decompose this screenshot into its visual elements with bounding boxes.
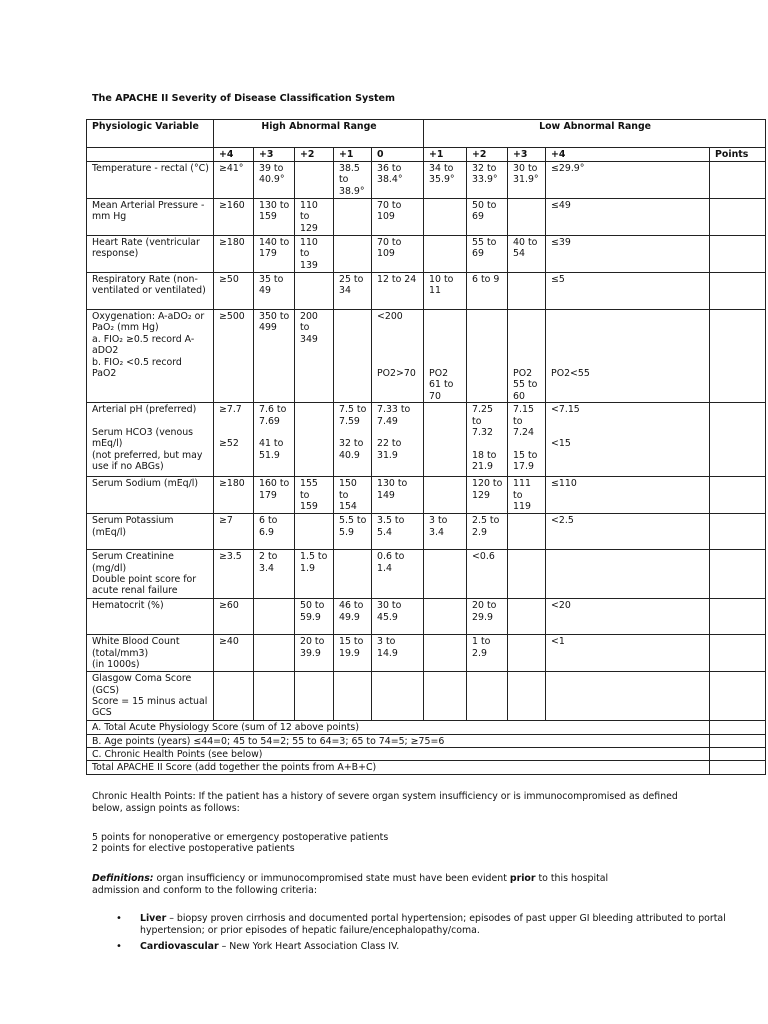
score-header-cell: +2 [295, 148, 334, 162]
summary-row [87, 748, 766, 761]
score-range-cell: <20 [546, 599, 710, 635]
score-range-cell: 12 to 24 [372, 273, 424, 310]
score-range-cell [424, 236, 467, 273]
score-range-cell [254, 599, 295, 635]
score-range-cell [334, 236, 372, 273]
summary-row [87, 761, 766, 774]
points-line-nonoperative: 5 points for nonoperative or emergency postoperative patients [92, 832, 389, 843]
table-row-heart-rate [87, 236, 766, 273]
score-range-cell: 7.5 to 7.59 32 to 40.9 [334, 403, 372, 477]
score-range-cell: ≤5 [546, 273, 710, 310]
score-range-cell: 7.33 to 7.49 22 to 31.9 [372, 403, 424, 477]
score-range-cell: 160 to 179 [254, 477, 295, 514]
score-range-cell [254, 672, 295, 721]
table-row-hematocrit [87, 599, 766, 635]
score-range-cell: 40 to 54 [508, 236, 546, 273]
variable-name-cell: Mean Arterial Pressure - mm Hg [87, 199, 214, 236]
score-header-cell: +3 [254, 148, 295, 162]
variable-name-cell: Serum Creatinine (mg/dl) Double point score for acute renal failure [87, 550, 214, 599]
score-range-cell: <0.6 [467, 550, 508, 599]
score-range-cell: 120 to 129 [467, 477, 508, 514]
score-range-cell: 110 to 129 [295, 199, 334, 236]
bullet-icon: • [116, 913, 122, 924]
score-range-cell [334, 672, 372, 721]
score-range-cell: 130 to 149 [372, 477, 424, 514]
score-range-cell: 130 to 159 [254, 199, 295, 236]
table-row-white-blood-count [87, 635, 766, 672]
score-range-cell: 5.5 to 5.9 [334, 514, 372, 550]
summary-row [87, 721, 766, 734]
score-range-cell: 30 to 45.9 [372, 599, 424, 635]
table-row-glasgow-coma-score [87, 672, 766, 721]
points-cell [710, 550, 766, 599]
score-range-cell: 350 to 499 [254, 310, 295, 403]
table-row-mean-arterial-pressure [87, 199, 766, 236]
points-cell [710, 310, 766, 403]
score-range-cell: 15 to 19.9 [334, 635, 372, 672]
score-range-cell: ≤29.9° [546, 162, 710, 199]
score-range-cell: ≥500 [214, 310, 254, 403]
score-range-cell [508, 273, 546, 310]
score-range-cell [295, 672, 334, 721]
document-title: The APACHE II Severity of Disease Classification System [92, 93, 396, 104]
score-range-cell: 111 to 119 [508, 477, 546, 514]
variable-name-cell: Heart Rate (ventricular response) [87, 236, 214, 273]
criteria-text: – New York Heart Association Class IV. [218, 941, 400, 952]
score-range-cell: 200 to 349 [295, 310, 334, 403]
score-range-cell [546, 672, 710, 721]
points-cell [710, 477, 766, 514]
score-range-cell [508, 550, 546, 599]
score-range-cell: 155 to 159 [295, 477, 334, 514]
score-header-cell: 0 [372, 148, 424, 162]
score-range-cell [334, 199, 372, 236]
score-range-cell: ≥7 [214, 514, 254, 550]
score-range-cell [295, 273, 334, 310]
table-row-oxygenation [87, 310, 766, 403]
criteria-item-cardiovascular [92, 941, 752, 953]
score-range-cell [254, 635, 295, 672]
score-range-cell: 20 to 39.9 [295, 635, 334, 672]
table-row-temperature [87, 162, 766, 199]
score-range-cell [424, 403, 467, 477]
score-range-cell: ≥160 [214, 199, 254, 236]
criteria-label: Liver [140, 913, 167, 924]
score-range-cell: 3.5 to 5.4 [372, 514, 424, 550]
score-range-cell: 30 to 31.9° [508, 162, 546, 199]
score-range-cell: 10 to 11 [424, 273, 467, 310]
points-cell [710, 199, 766, 236]
definitions-text-after: to this hospital admission and conform to the following criteria: [92, 873, 609, 896]
summary-row [87, 734, 766, 747]
points-cell [710, 273, 766, 310]
score-range-cell: ≥50 [214, 273, 254, 310]
apache-score-table [86, 119, 766, 775]
score-range-cell: 20 to 29.9 [467, 599, 508, 635]
score-range-cell: 7.25 to 7.32 18 to 21.9 [467, 403, 508, 477]
score-range-cell: <2.5 [546, 514, 710, 550]
score-range-cell [295, 403, 334, 477]
score-range-cell [334, 310, 372, 403]
variable-name-cell: White Blood Count (total/mm3) (in 1000s) [87, 635, 214, 672]
score-range-cell: <200 PO2>70 [372, 310, 424, 403]
points-cell [710, 403, 766, 477]
score-range-cell [508, 635, 546, 672]
score-range-cell: ≥180 [214, 236, 254, 273]
header-points: Points [710, 148, 766, 162]
variable-name-cell: Serum Potassium (mEq/l) [87, 514, 214, 550]
criteria-text: – biopsy proven cirrhosis and documented portal hypertension; episodes of past upper GI bleeding attributed to portal hypertension; or prior episodes of hepatic failure/encephalopathy/coma. [140, 913, 726, 936]
score-range-cell: 36 to 38.4° [372, 162, 424, 199]
summary-label: C. Chronic Health Points (see below) [87, 748, 710, 761]
score-range-cell [424, 635, 467, 672]
summary-points-cell [710, 748, 766, 761]
score-range-cell [424, 550, 467, 599]
score-range-cell: 46 to 49.9 [334, 599, 372, 635]
score-range-cell: 70 to 109 [372, 199, 424, 236]
score-range-cell: 2.5 to 2.9 [467, 514, 508, 550]
points-cell [710, 635, 766, 672]
score-range-cell: 150 to 154 [334, 477, 372, 514]
score-range-cell: PO2 55 to 60 [508, 310, 546, 403]
score-header-cell: +3 [508, 148, 546, 162]
score-range-cell [467, 310, 508, 403]
score-range-cell: 110 to 139 [295, 236, 334, 273]
points-line-elective: 2 points for elective postoperative patients [92, 843, 295, 854]
score-range-cell: ≤49 [546, 199, 710, 236]
score-range-cell: 38.5 to 38.9° [334, 162, 372, 199]
score-range-cell: 50 to 69 [467, 199, 508, 236]
summary-points-cell [710, 734, 766, 747]
points-cell [710, 236, 766, 273]
summary-label: A. Total Acute Physiology Score (sum of 12 above points) [87, 721, 710, 734]
score-range-cell: 7.15 to 7.24 15 to 17.9 [508, 403, 546, 477]
table-header-row [87, 120, 766, 148]
score-range-cell [508, 672, 546, 721]
score-range-cell: ≥41° [214, 162, 254, 199]
score-range-cell: 50 to 59.9 [295, 599, 334, 635]
header-high-range: High Abnormal Range [214, 120, 424, 148]
score-range-cell: ≥7.7 ≥52 [214, 403, 254, 477]
score-range-cell: 70 to 109 [372, 236, 424, 273]
score-range-cell: 32 to 33.9° [467, 162, 508, 199]
score-range-cell: 3 to 14.9 [372, 635, 424, 672]
score-range-cell [295, 162, 334, 199]
header-variable: Physiologic Variable [87, 120, 214, 148]
score-header-row [87, 148, 766, 162]
score-range-cell [467, 672, 508, 721]
score-range-cell: 25 to 34 [334, 273, 372, 310]
score-range-cell [424, 672, 467, 721]
score-range-cell: 3 to 3.4 [424, 514, 467, 550]
score-range-cell: ≤110 [546, 477, 710, 514]
points-cell [710, 162, 766, 199]
variable-name-cell: Glasgow Coma Score (GCS) Score = 15 minus actual GCS [87, 672, 214, 721]
score-range-cell: <1 [546, 635, 710, 672]
variable-name-cell: Hematocrit (%) [87, 599, 214, 635]
variable-name-cell: Serum Sodium (mEq/l) [87, 477, 214, 514]
score-range-cell [508, 199, 546, 236]
score-range-cell: PO2 61 to 70 [424, 310, 467, 403]
score-header-cell: +2 [467, 148, 508, 162]
criteria-item-liver [92, 913, 752, 936]
score-range-cell: 6 to 9 [467, 273, 508, 310]
variable-name-cell: Oxygenation: A-aDO₂ or PaO₂ (mm Hg) a. FIO₂ ≥0.5 record A-aDO2 b. FIO₂ <0.5 record PaO2 [87, 310, 214, 403]
score-range-cell: ≤39 [546, 236, 710, 273]
definitions-text-before: organ insufficiency or immunocompromised state must have been evident [153, 873, 510, 884]
score-range-cell: ≥60 [214, 599, 254, 635]
score-range-cell [372, 672, 424, 721]
score-range-cell: 6 to 6.9 [254, 514, 295, 550]
table-row-serum-sodium [87, 477, 766, 514]
score-range-cell: 55 to 69 [467, 236, 508, 273]
definitions-label: Definitions: [92, 873, 154, 884]
table-row-arterial-ph-hco3 [87, 403, 766, 477]
score-range-cell: 0.6 to 1.4 [372, 550, 424, 599]
variable-name-cell: Arterial pH (preferred) Serum HCO3 (venous mEq/l) (not preferred, but may use if no ABGs) [87, 403, 214, 477]
score-range-cell [546, 550, 710, 599]
summary-label: Total APACHE II Score (add together the points from A+B+C) [87, 761, 710, 774]
score-range-cell: ≥180 [214, 477, 254, 514]
bullet-icon: • [116, 941, 122, 952]
variable-name-cell: Respiratory Rate (non-ventilated or ventilated) [87, 273, 214, 310]
definitions-paragraph [92, 873, 652, 896]
score-header-blank [87, 148, 214, 162]
score-range-cell: <7.15 <15 [546, 403, 710, 477]
points-cell [710, 514, 766, 550]
summary-points-cell [710, 721, 766, 734]
score-range-cell: 140 to 179 [254, 236, 295, 273]
summary-points-cell [710, 761, 766, 774]
score-range-cell: ≥3.5 [214, 550, 254, 599]
criteria-label: Cardiovascular [140, 941, 219, 952]
header-low-range: Low Abnormal Range [424, 120, 766, 148]
score-range-cell: PO2<55 [546, 310, 710, 403]
score-range-cell: 2 to 3.4 [254, 550, 295, 599]
score-header-cell: +1 [424, 148, 467, 162]
score-range-cell: 1 to 2.9 [467, 635, 508, 672]
score-header-cell: +4 [546, 148, 710, 162]
score-header-cell: +4 [214, 148, 254, 162]
table-row-serum-potassium [87, 514, 766, 550]
score-range-cell: 7.6 to 7.69 41 to 51.9 [254, 403, 295, 477]
score-range-cell: 1.5 to 1.9 [295, 550, 334, 599]
variable-name-cell: Temperature - rectal (°C) [87, 162, 214, 199]
criteria-list [92, 913, 752, 958]
score-header-cell: +1 [334, 148, 372, 162]
table-row-serum-creatinine [87, 550, 766, 599]
score-range-cell [214, 672, 254, 721]
summary-label: B. Age points (years) ≤44=0; 45 to 54=2; 55 to 64=3; 65 to 74=5; ≥75=6 [87, 734, 710, 747]
score-range-cell: 35 to 49 [254, 273, 295, 310]
score-range-cell [424, 599, 467, 635]
score-range-cell: ≥40 [214, 635, 254, 672]
score-range-cell [424, 199, 467, 236]
score-range-cell: 34 to 35.9° [424, 162, 467, 199]
score-range-cell [334, 550, 372, 599]
score-range-cell: 39 to 40.9° [254, 162, 295, 199]
table-row-respiratory-rate [87, 273, 766, 310]
definitions-emphasis: prior [509, 873, 536, 884]
points-cell [710, 672, 766, 721]
score-range-cell [295, 514, 334, 550]
chronic-health-intro: Chronic Health Points: If the patient has a history of severe organ system insufficiency or is immunocompromised as defined below, assign points as follows: [92, 791, 678, 814]
score-range-cell [508, 514, 546, 550]
score-range-cell [424, 477, 467, 514]
score-range-cell [508, 599, 546, 635]
points-cell [710, 599, 766, 635]
